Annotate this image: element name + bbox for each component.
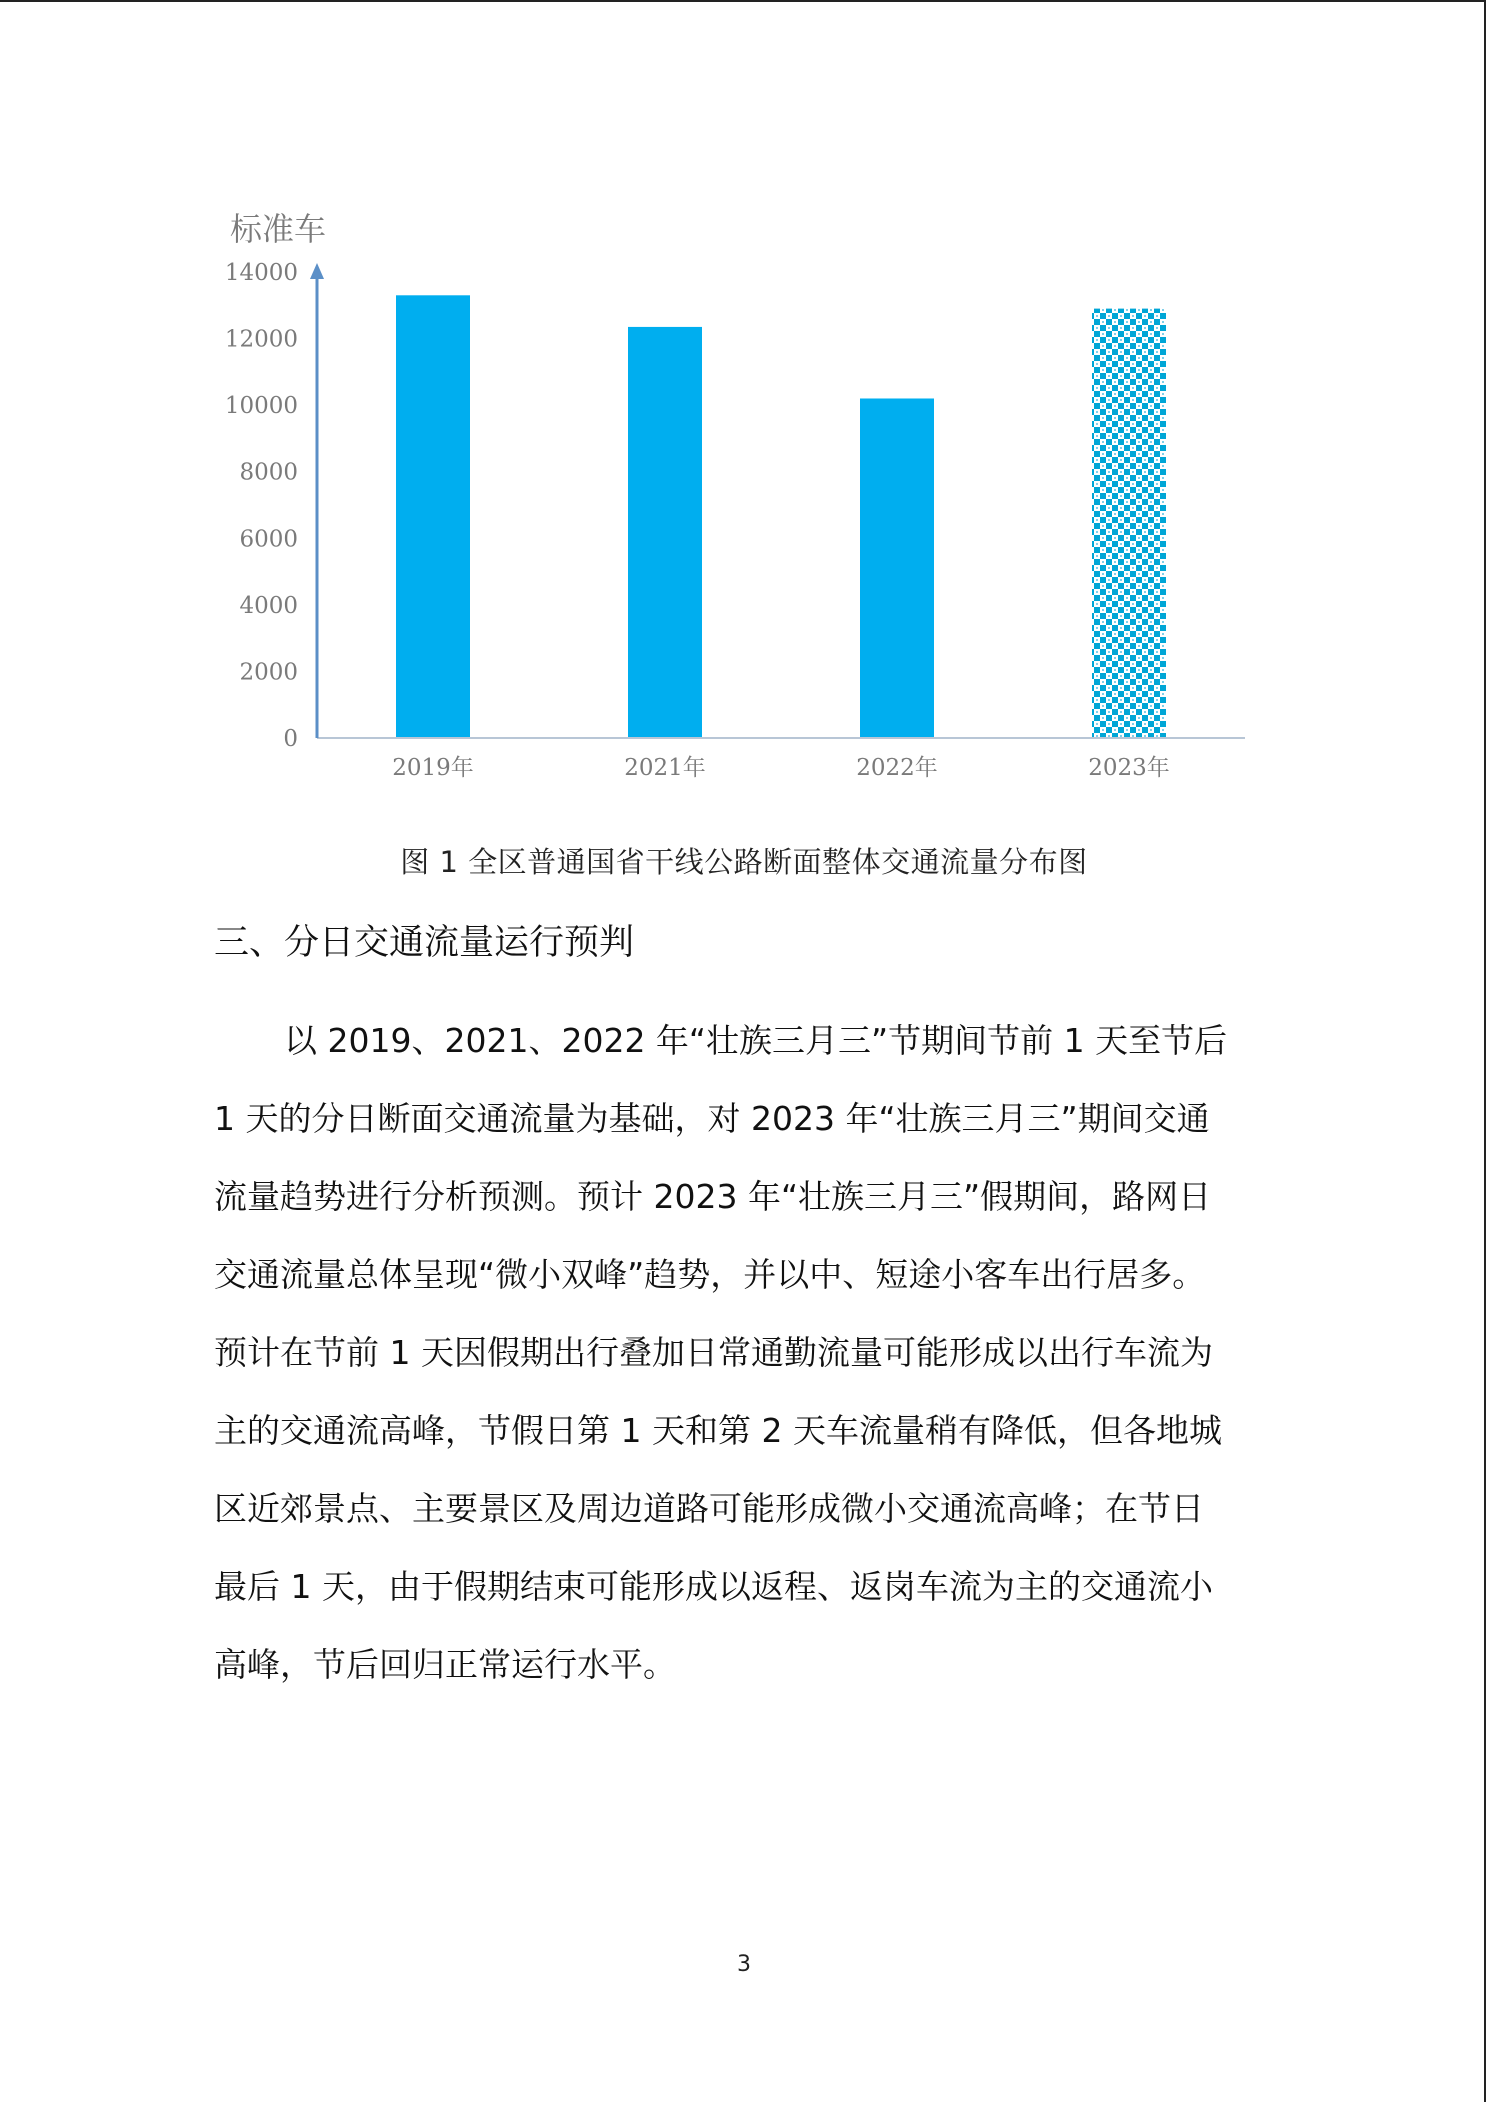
y-tick-label: 4000 xyxy=(239,592,298,619)
page-number: 3 xyxy=(737,1952,751,1977)
bar-forecast xyxy=(1092,309,1166,738)
x-tick-label: 2023年 xyxy=(1088,755,1170,781)
x-tick-label: 2021年 xyxy=(624,755,706,781)
y-tick-label: 14000 xyxy=(224,260,298,286)
bar-chart xyxy=(200,205,1280,810)
y-axis-label: 标准车 xyxy=(230,210,327,248)
y-tick-label: 10000 xyxy=(224,393,298,420)
x-tick-label: 2022年 xyxy=(856,755,938,781)
paragraph-line: 流量趋势进行分析预测。预计 2023 年“壮族三月三”假期间，路网日 xyxy=(214,1177,1212,1216)
y-axis-arrow-icon xyxy=(310,263,324,279)
paragraph-line: 区近郊景点、主要景区及周边道路可能形成微小交通流高峰；在节日 xyxy=(214,1489,1204,1528)
paragraph-line: 高峰，节后回归正常运行水平。 xyxy=(214,1645,676,1684)
paragraph-line: 主的交通流高峰，节假日第 1 天和第 2 天车流量稍有降低，但各地城 xyxy=(214,1411,1222,1450)
bar xyxy=(860,398,934,738)
paragraph-line: 1 天的分日断面交通流量为基础，对 2023 年“壮族三月三”期间交通 xyxy=(214,1099,1210,1138)
y-tick-label: 12000 xyxy=(224,326,298,353)
y-tick-label: 8000 xyxy=(239,459,298,486)
paragraph-line: 最后 1 天，由于假期结束可能形成以返程、返岗车流为主的交通流小 xyxy=(214,1567,1213,1606)
figure-caption: 图 1 全区普通国省干线公路断面整体交通流量分布图 xyxy=(400,845,1088,879)
paragraph-line: 交通流量总体呈现“微小双峰”趋势，并以中、短途小客车出行居多。 xyxy=(214,1255,1206,1294)
x-tick-label: 2019年 xyxy=(392,755,474,781)
y-tick-label: 6000 xyxy=(239,526,298,553)
bar xyxy=(396,295,470,738)
y-tick-label: 0 xyxy=(283,726,298,752)
paragraph-line: 以 2019、2021、2022 年“壮族三月三”节期间节前 1 天至节后 xyxy=(284,1021,1228,1060)
bar xyxy=(628,327,702,738)
section-heading: 三、分日交通流量运行预判 xyxy=(214,923,635,963)
y-tick-label: 2000 xyxy=(239,659,298,686)
paragraph-line: 预计在节前 1 天因假期出行叠加日常通勤流量可能形成以出行车流为 xyxy=(214,1333,1213,1372)
